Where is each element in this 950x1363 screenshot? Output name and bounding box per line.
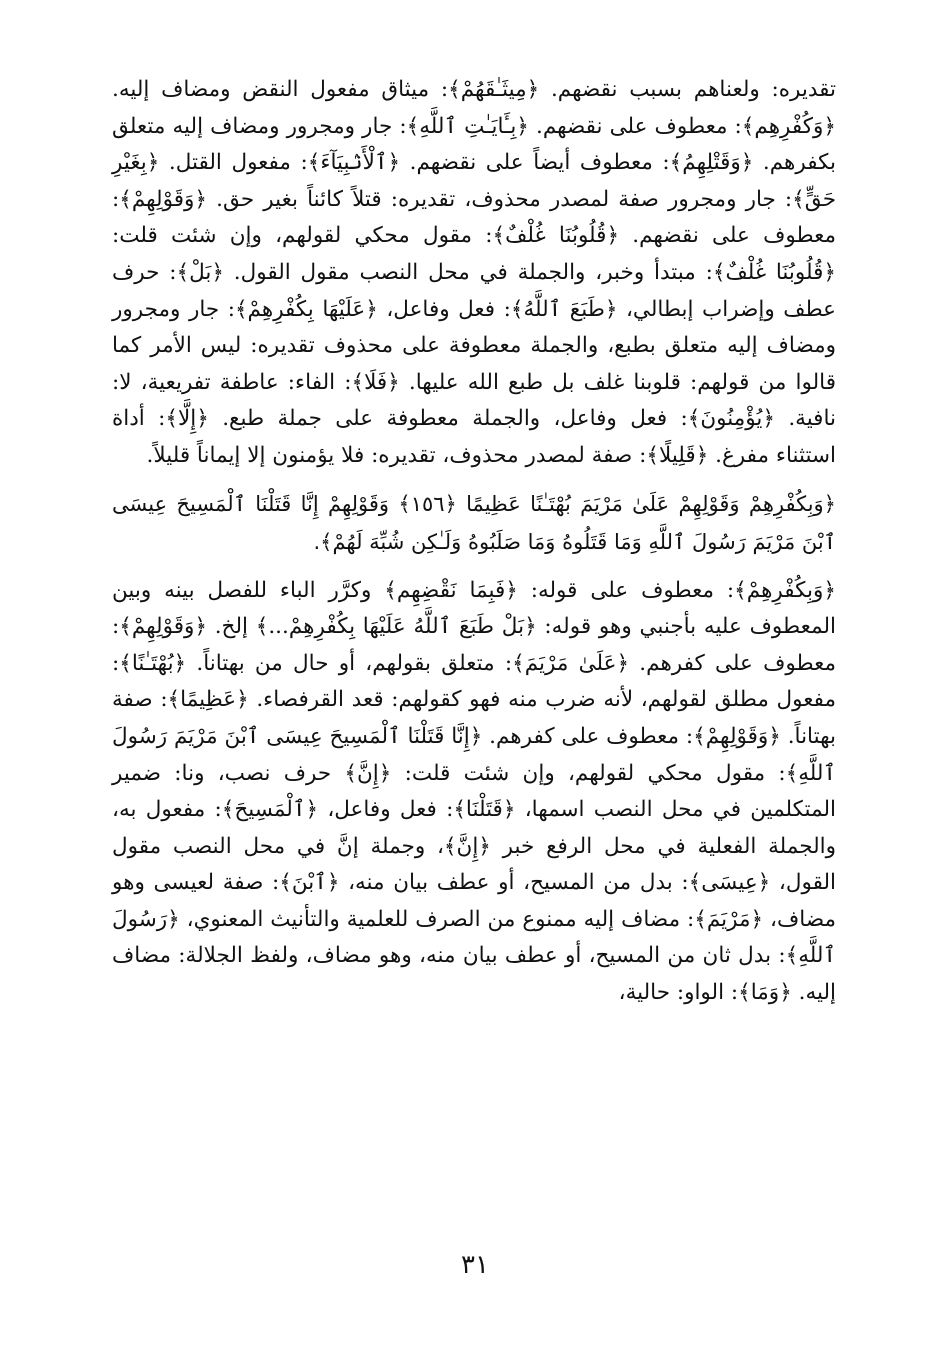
page-content — [112, 72, 836, 1012]
commentary-paragraph-1: تقديره: ولعناهم بسبب نقضهم. ﴿مِيثَـٰقَهُمْ﴾: ميثاق مفعول النقض ومضاف إليه. ﴿وَكُفْرِهِم﴾: معطوف على نقضهم. ﴿بِـَٔايَـٰتِ ٱللَّهِ﴾: جار ومجرور ومضاف إليه متعلق بكفرهم. ﴿وَقَتْلِهِمُ﴾: معطوف أيضاً على نقضهم. ﴿ٱلْأَنۢبِيَآءَ﴾: مفعول القتل. ﴿بِغَيْرِ حَقٍّ﴾: جار ومجرور صفة لمصدر محذوف، تقديره: قتلاً كائناً بغير حق. ﴿وَقَوْلِهِمْ﴾: معطوف على نقضهم. ﴿قُلُوبُنَا غُلْفٌ﴾: مقول محكي لقولهم، وإن شئت قلت: ﴿قُلُوبُنَا غُلْفٌ﴾: مبتدأ وخبر، والجملة في محل النصب مقول القول. ﴿بَلْ﴾: حرف عطف وإضراب إبطالي، ﴿طَبَعَ ٱللَّهُ﴾: فعل وفاعل، ﴿عَلَيْهَا بِكُفْرِهِمْ﴾: جار ومجرور ومضاف إليه متعلق بطبع، والجملة معطوفة على محذوف تقديره: ليس الأمر كما قالوا من قولهم: قلوبنا غلف بل طبع الله عليها. ﴿فَلَا﴾: الفاء: عاطفة تفريعية، لا: نافية. ﴿يُؤْمِنُونَ﴾: فعل وفاعل، والجملة معطوفة على جملة طبع. ﴿إِلَّا﴾: أداة استثناء مفرغ. ﴿قَلِيلًا﴾: صفة لمصدر محذوف، تقديره: فلا يؤمنون إلا إيماناً قليلاً. — [112, 77, 836, 468]
quran-verse: ﴿وَبِكُفْرِهِمْ وَقَوْلِهِمْ عَلَىٰ مَرْيَمَ بُهْتَـٰنًا عَظِيمًا ﴿١٥٦﴾ وَقَوْلِهِمْ إِنَّا قَتَلْنَا ٱلْمَسِيحَ عِيسَى ٱبْنَ مَرْيَمَ رَسُولَ ٱللَّهِ وَمَا قَتَلُوهُ وَمَا صَلَبُوهُ وَلَـٰكِن شُبِّهَ لَهُمْ﴾. — [112, 491, 836, 554]
commentary-paragraph-2: ﴿وَبِكُفْرِهِمْ﴾: معطوف على قوله: ﴿فَبِمَا نَقْضِهِم﴾ وكرَّر الباء للفصل بينه وبين المعطوف عليه بأجنبي وهو قوله: ﴿بَلْ طَبَعَ ٱللَّهُ عَلَيْهَا بِكُفْرِهِمْ...﴾ إلخ. ﴿وَقَوْلِهِمْ﴾: معطوف على كفرهم. ﴿عَلَىٰ مَرْيَمَ﴾: متعلق بقولهم، أو حال من بهتاناً. ﴿بُهْتَـٰنًا﴾: مفعول مطلق لقولهم، لأنه ضرب منه فهو كقولهم: قعد القرفصاء. ﴿عَظِيمًا﴾: صفة بهتاناً. ﴿وَقَوْلِهِمْ﴾: معطوف على كفرهم. ﴿إِنَّا قَتَلْنَا ٱلْمَسِيحَ عِيسَى ٱبْنَ مَرْيَمَ رَسُولَ ٱللَّهِ﴾: مقول محكي لقولهم، وإن شئت قلت: ﴿إِنَّ﴾ حرف نصب، ونا: ضمير المتكلمين في محل النصب اسمها، ﴿قَتَلْنَا﴾: فعل وفاعل، ﴿ٱلْمَسِيحَ﴾: مفعول به، والجملة الفعلية في محل الرفع خبر ﴿إِنَّ﴾، وجملة إنَّ في محل النصب مقول القول، ﴿عِيسَى﴾: بدل من المسيح، أو عطف بيان منه، ﴿ٱبْنَ﴾: صفة لعيسى وهو مضاف، ﴿مَرْيَمَ﴾: مضاف إليه ممنوع من الصرف للعلمية والتأنيث المعنوي، ﴿رَسُولَ ٱللَّهِ﴾: بدل ثان من المسيح، أو عطف بيان منه، وهو مضاف، ولفظ الجلالة: مضاف إليه. ﴿وَمَا﴾: الواو: حالية، — [111, 577, 837, 1006]
page-number: ٣١ — [461, 1250, 489, 1280]
